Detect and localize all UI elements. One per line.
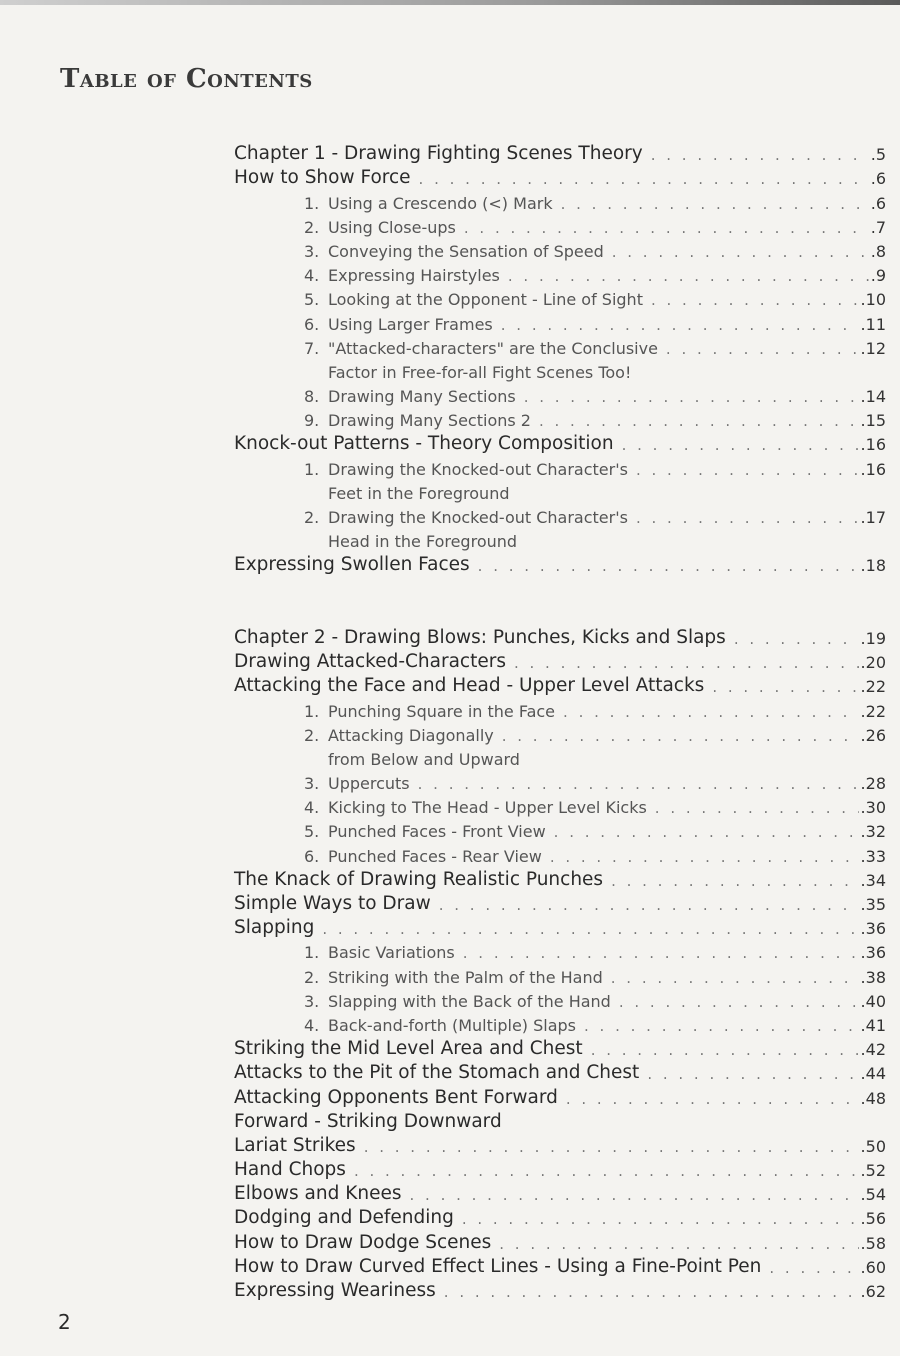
toc-entry	[234, 696, 886, 720]
toc-entry-text: Punched Faces - Rear View	[328, 846, 542, 866]
toc-entry-page: .34	[860, 870, 886, 890]
toc-entry-title	[234, 1087, 558, 1108]
toc-entry-title	[234, 1111, 502, 1132]
toc-entry-title	[234, 1135, 356, 1156]
dot-leader	[611, 872, 858, 890]
dot-leader	[550, 848, 859, 866]
dot-leader	[464, 219, 869, 237]
toc-entry	[234, 213, 886, 237]
toc-entry-number: 3.	[304, 991, 320, 1011]
toc-entry-title	[304, 726, 494, 745]
toc-entry-text: Looking at the Opponent - Line of Sight	[328, 290, 643, 310]
toc-entry-text: Slapping	[234, 917, 315, 939]
toc-entry-page: .10	[860, 290, 886, 310]
dot-leader	[563, 703, 859, 721]
toc-entry	[234, 672, 886, 696]
toc-entry	[234, 1108, 886, 1132]
toc-entry-text: Expressing Hairstyles	[328, 266, 500, 286]
toc-entry-text: Drawing the Knocked-out Character's	[328, 508, 628, 527]
toc-entry-title	[328, 532, 517, 551]
toc-entry-text: Hand Chops	[234, 1159, 346, 1181]
toc-entry-number: 3.	[304, 241, 320, 261]
dot-leader	[566, 1090, 859, 1108]
top-rule	[0, 0, 900, 5]
toc-entry-page: .30	[860, 798, 886, 818]
toc-entry-number: 9.	[304, 411, 320, 431]
toc-entry	[234, 793, 886, 817]
toc-entry-title	[304, 847, 542, 866]
toc-entry	[234, 841, 886, 865]
toc-entry	[234, 1035, 886, 1059]
toc-entry-text: Slapping with the Back of the Hand	[328, 991, 611, 1011]
toc-entry-text: Striking with the Palm of the Hand	[328, 967, 603, 987]
toc-entry	[234, 721, 886, 745]
toc-entry-page: .36	[860, 943, 886, 963]
dot-leader	[508, 267, 869, 285]
toc-entry-title	[234, 1183, 402, 1204]
dot-leader	[439, 896, 859, 914]
dot-leader	[561, 195, 869, 213]
toc-entry-page: .5	[870, 145, 886, 165]
toc-entry-title	[328, 363, 631, 382]
toc-entry-number: 1.	[304, 701, 320, 721]
dot-leader	[666, 340, 859, 358]
toc-entry-title	[304, 387, 516, 406]
toc-entry	[234, 962, 886, 986]
toc-entry-text: Drawing the Knocked-out Character's	[328, 459, 628, 479]
toc-entry	[234, 648, 886, 672]
toc-entry-page: .19	[860, 628, 886, 648]
toc-entry	[234, 479, 886, 503]
toc-entry-text: Basic Variations	[328, 943, 455, 963]
dot-leader	[612, 243, 869, 261]
toc-entry-text: Drawing Many Sections	[328, 387, 516, 407]
toc-entry-page: .14	[860, 387, 886, 407]
toc-entry	[234, 1277, 886, 1301]
dot-leader	[622, 436, 859, 454]
toc-entry-text: Simple Ways to Draw	[234, 893, 431, 915]
toc-entry-title	[304, 822, 546, 841]
toc-entry-text: Kicking to The Head - Upper Level Kicks	[328, 798, 647, 818]
toc-entry-title	[234, 1038, 583, 1059]
toc-entry	[234, 430, 886, 454]
toc-entry	[234, 1132, 886, 1156]
toc-entry-text: Attacking the Face and Head - Upper Level Attacks	[234, 675, 705, 697]
toc-entry-title	[304, 218, 456, 237]
toc-entry-page: .48	[860, 1088, 886, 1108]
toc-entry-text: Using Larger Frames	[328, 314, 493, 334]
dot-leader	[514, 654, 859, 672]
toc-entry	[234, 938, 886, 962]
toc-entry-title	[234, 554, 470, 575]
dot-leader	[611, 969, 859, 987]
toc-entry-number: 5.	[304, 290, 320, 310]
toc-entry-title	[234, 1159, 346, 1180]
toc-entry-title	[304, 774, 410, 793]
section-spacer	[234, 575, 886, 623]
toc-entry-title	[304, 992, 611, 1011]
toc-entry-text: Feet in the Foreground	[328, 483, 510, 503]
dot-leader	[591, 1041, 859, 1059]
toc-entry-page: .17	[860, 508, 886, 527]
toc-entry-page: .38	[860, 967, 886, 987]
toc-entry	[234, 624, 886, 648]
toc-entry-page: .15	[860, 411, 886, 431]
toc-entry-number: 2.	[304, 967, 320, 987]
toc-entry-page: .12	[860, 338, 886, 358]
toc-entry-title	[328, 750, 520, 769]
toc-entry-title	[234, 917, 314, 938]
toc-entry	[234, 1180, 886, 1204]
toc-entry-number: 5.	[304, 822, 320, 842]
toc-entry-text: Attacking Diagonally	[328, 725, 494, 745]
toc-entry	[234, 285, 886, 309]
toc-entry	[234, 745, 886, 769]
toc-entry	[234, 914, 886, 938]
dot-leader	[410, 1186, 859, 1204]
toc-entry-number: 2.	[304, 508, 320, 527]
toc-entry-page: .50	[860, 1136, 886, 1156]
toc-entry-page: .42	[860, 1040, 886, 1060]
toc-entry-title	[304, 943, 455, 962]
toc-entry	[234, 1253, 886, 1277]
toc-entry-title	[304, 798, 647, 817]
dot-leader	[354, 1162, 859, 1180]
toc-entry-text: How to Draw Dodge Scenes	[234, 1231, 492, 1253]
toc-entry-title	[234, 433, 614, 454]
toc-entry-text: Dodging and Defending	[234, 1207, 454, 1229]
toc-entry	[234, 890, 886, 914]
toc-entry-number: 4.	[304, 1015, 320, 1035]
toc-entry-title	[304, 411, 531, 430]
toc-entry-page: .9	[870, 266, 886, 286]
toc-entry-page: .32	[860, 822, 886, 842]
toc-entry-title	[304, 290, 643, 309]
toc-entry-text: Conveying the Sensation of Speed	[328, 241, 604, 261]
toc-entry-page: .60	[860, 1257, 886, 1277]
dot-leader	[734, 630, 859, 648]
toc-entry-text: from Below and Upward	[328, 749, 520, 769]
toc-entry	[234, 1083, 886, 1107]
toc-entry-page: .40	[860, 991, 886, 1011]
toc-entry	[234, 164, 886, 188]
toc-entry-text: Punching Square in the Face	[328, 701, 556, 721]
page-number: 2	[58, 1310, 71, 1334]
toc-entry-title	[304, 266, 500, 285]
toc-entry-title	[234, 1256, 761, 1277]
toc-entry-page: .22	[860, 677, 886, 697]
toc-entry-number: 1.	[304, 943, 320, 963]
toc-entry-number: 1.	[304, 193, 320, 213]
toc-entry	[234, 382, 886, 406]
toc-entry-title	[234, 651, 506, 672]
dot-leader	[636, 509, 859, 527]
toc-entry-text: Lariat Strikes	[234, 1134, 356, 1156]
dot-leader	[554, 823, 859, 841]
toc-entry-text: How to Draw Curved Effect Lines - Using a Fine-Point Pen	[234, 1255, 762, 1277]
toc-entry-text: Expressing Weariness	[234, 1280, 436, 1302]
toc-entry-text: "Attacked-characters" are the Conclusive	[328, 338, 658, 358]
toc-entry-title	[304, 508, 628, 527]
toc-entry-page: .11	[860, 314, 886, 334]
toc-entry-text: Drawing Attacked-Characters	[234, 651, 506, 673]
toc-entry-page: .22	[860, 701, 886, 721]
dot-leader	[444, 1283, 859, 1301]
toc-entry-page: .18	[860, 556, 886, 576]
toc-entry-title	[304, 339, 658, 358]
toc-entry-title	[304, 702, 555, 721]
toc-entry-number: 4.	[304, 798, 320, 818]
toc-entry-page: .62	[860, 1282, 886, 1302]
toc-entry-number: 1.	[304, 459, 320, 479]
dot-leader	[419, 170, 869, 188]
toc-entry-page: .7	[870, 217, 886, 237]
toc-entry-title	[234, 627, 726, 648]
dot-leader	[539, 412, 859, 430]
dot-leader	[524, 388, 859, 406]
toc-entry	[234, 454, 886, 478]
toc-entry-number: 4.	[304, 266, 320, 286]
toc-entry-title	[304, 460, 628, 479]
toc-entry	[234, 551, 886, 575]
toc-entry-title	[234, 893, 431, 914]
toc-entry	[234, 1011, 886, 1035]
dot-leader	[647, 1065, 858, 1083]
toc-entry-title	[234, 1062, 639, 1083]
toc-entry-number: 2.	[304, 725, 320, 745]
dot-leader	[655, 799, 859, 817]
toc-entry	[234, 527, 886, 551]
toc-entry	[234, 987, 886, 1011]
toc-entry-number: 8.	[304, 387, 320, 407]
toc-entry-page: .44	[860, 1064, 886, 1084]
toc-entry-page: .28	[860, 774, 886, 794]
toc-entry-page: .56	[860, 1209, 886, 1229]
toc-entry-title	[304, 194, 553, 213]
toc-entry-text: Using Close-ups	[328, 217, 456, 237]
dot-leader	[502, 727, 859, 745]
toc-entry-title	[304, 315, 493, 334]
toc-entry-text: Forward - Striking Downward	[234, 1110, 502, 1132]
toc-entry-page: .35	[860, 895, 886, 915]
dot-leader	[499, 1235, 858, 1253]
toc-entry-text: Chapter 2 - Drawing Blows: Punches, Kicks and Slaps	[234, 626, 726, 648]
toc-entry-text: Striking the Mid Level Area and Chest	[234, 1038, 583, 1060]
toc-entry-text: Knock-out Patterns - Theory Composition	[234, 433, 614, 455]
dot-leader	[364, 1138, 859, 1156]
toc-entry-title	[234, 1232, 491, 1253]
dot-leader	[712, 678, 858, 696]
toc-entry-page: .36	[860, 919, 886, 939]
toc-entry-title	[234, 675, 704, 696]
toc-entry-text: Punched Faces - Front View	[328, 822, 546, 842]
toc-entry-page: .52	[860, 1161, 886, 1181]
toc-entry-number: 3.	[304, 774, 320, 794]
toc-entry-title	[234, 167, 411, 188]
toc-entry-text: Drawing Many Sections 2	[328, 411, 531, 431]
toc-entry	[234, 188, 886, 212]
dot-leader	[651, 146, 869, 164]
toc-entry-page: .41	[860, 1015, 886, 1035]
toc-entry-text: Attacks to the Pit of the Stomach and Chest	[234, 1062, 640, 1084]
toc-entry-page: .54	[860, 1185, 886, 1205]
toc-entry-title	[328, 484, 510, 503]
toc-entry-text: The Knack of Drawing Realistic Punches	[234, 868, 604, 890]
dot-leader	[478, 557, 859, 575]
toc-entry-number: 6.	[304, 314, 320, 334]
toc-entry	[234, 1156, 886, 1180]
page-heading: Table of Contents	[60, 64, 313, 94]
toc-entry	[234, 406, 886, 430]
toc-entry-title	[304, 1016, 576, 1035]
toc-entry	[234, 1228, 886, 1252]
dot-leader	[619, 993, 859, 1011]
toc-entry	[234, 866, 886, 890]
toc-entry-title	[304, 968, 603, 987]
toc-entry-text: Attacking Opponents Bent Forward	[234, 1086, 558, 1108]
toc-entry-text: Uppercuts	[328, 774, 410, 794]
toc-entry	[234, 140, 886, 164]
toc-entry-page: .16	[860, 459, 886, 479]
toc-entry	[234, 503, 886, 527]
toc-entry-page: .58	[860, 1233, 886, 1253]
toc-entry-number: 2.	[304, 217, 320, 237]
toc-entry-page: .16	[860, 435, 886, 455]
dot-leader	[769, 1259, 858, 1277]
toc-entry-number: 6.	[304, 846, 320, 866]
dot-leader	[584, 1017, 859, 1035]
dot-leader	[418, 775, 859, 793]
toc-entry-text: Using a Crescendo (<) Mark	[328, 193, 553, 213]
toc-entry-title	[234, 1280, 436, 1301]
toc-entry	[234, 817, 886, 841]
toc-entry	[234, 769, 886, 793]
toc-entry-text: Chapter 1 - Drawing Fighting Scenes Theory	[234, 143, 643, 165]
toc-entry	[234, 309, 886, 333]
dot-leader	[636, 461, 859, 479]
toc-list	[234, 140, 886, 1301]
toc-entry	[234, 261, 886, 285]
toc-entry-page: .33	[860, 846, 886, 866]
toc-entry-page: .6	[870, 193, 886, 213]
toc-entry-text: Expressing Swollen Faces	[234, 554, 470, 576]
toc-entry-page: .6	[870, 169, 886, 189]
toc-entry-page: .20	[860, 653, 886, 673]
toc-entry-text: Elbows and Knees	[234, 1183, 402, 1205]
toc-entry-number: 7.	[304, 338, 320, 358]
toc-entry-text: Factor in Free-for-all Fight Scenes Too!	[328, 362, 632, 382]
dot-leader	[651, 291, 859, 309]
toc-entry-title	[234, 1207, 454, 1228]
toc-entry-text: Back-and-forth (Multiple) Slaps	[328, 1015, 577, 1035]
toc-entry-title	[234, 869, 603, 890]
dot-leader	[463, 944, 859, 962]
dot-leader	[322, 920, 858, 938]
toc-entry-title	[304, 242, 604, 261]
toc-entry-text: Head in the Foreground	[328, 532, 518, 552]
toc-entry-text: How to Show Force	[234, 167, 411, 189]
toc-entry	[234, 334, 886, 358]
toc-entry	[234, 358, 886, 382]
toc-entry-page: .8	[870, 241, 886, 261]
dot-leader	[462, 1210, 859, 1228]
toc-entry	[234, 1204, 886, 1228]
toc-entry	[234, 237, 886, 261]
toc-entry-title	[234, 143, 643, 164]
dot-leader	[501, 316, 859, 334]
toc-entry	[234, 1059, 886, 1083]
toc-entry-page: .26	[860, 725, 886, 745]
